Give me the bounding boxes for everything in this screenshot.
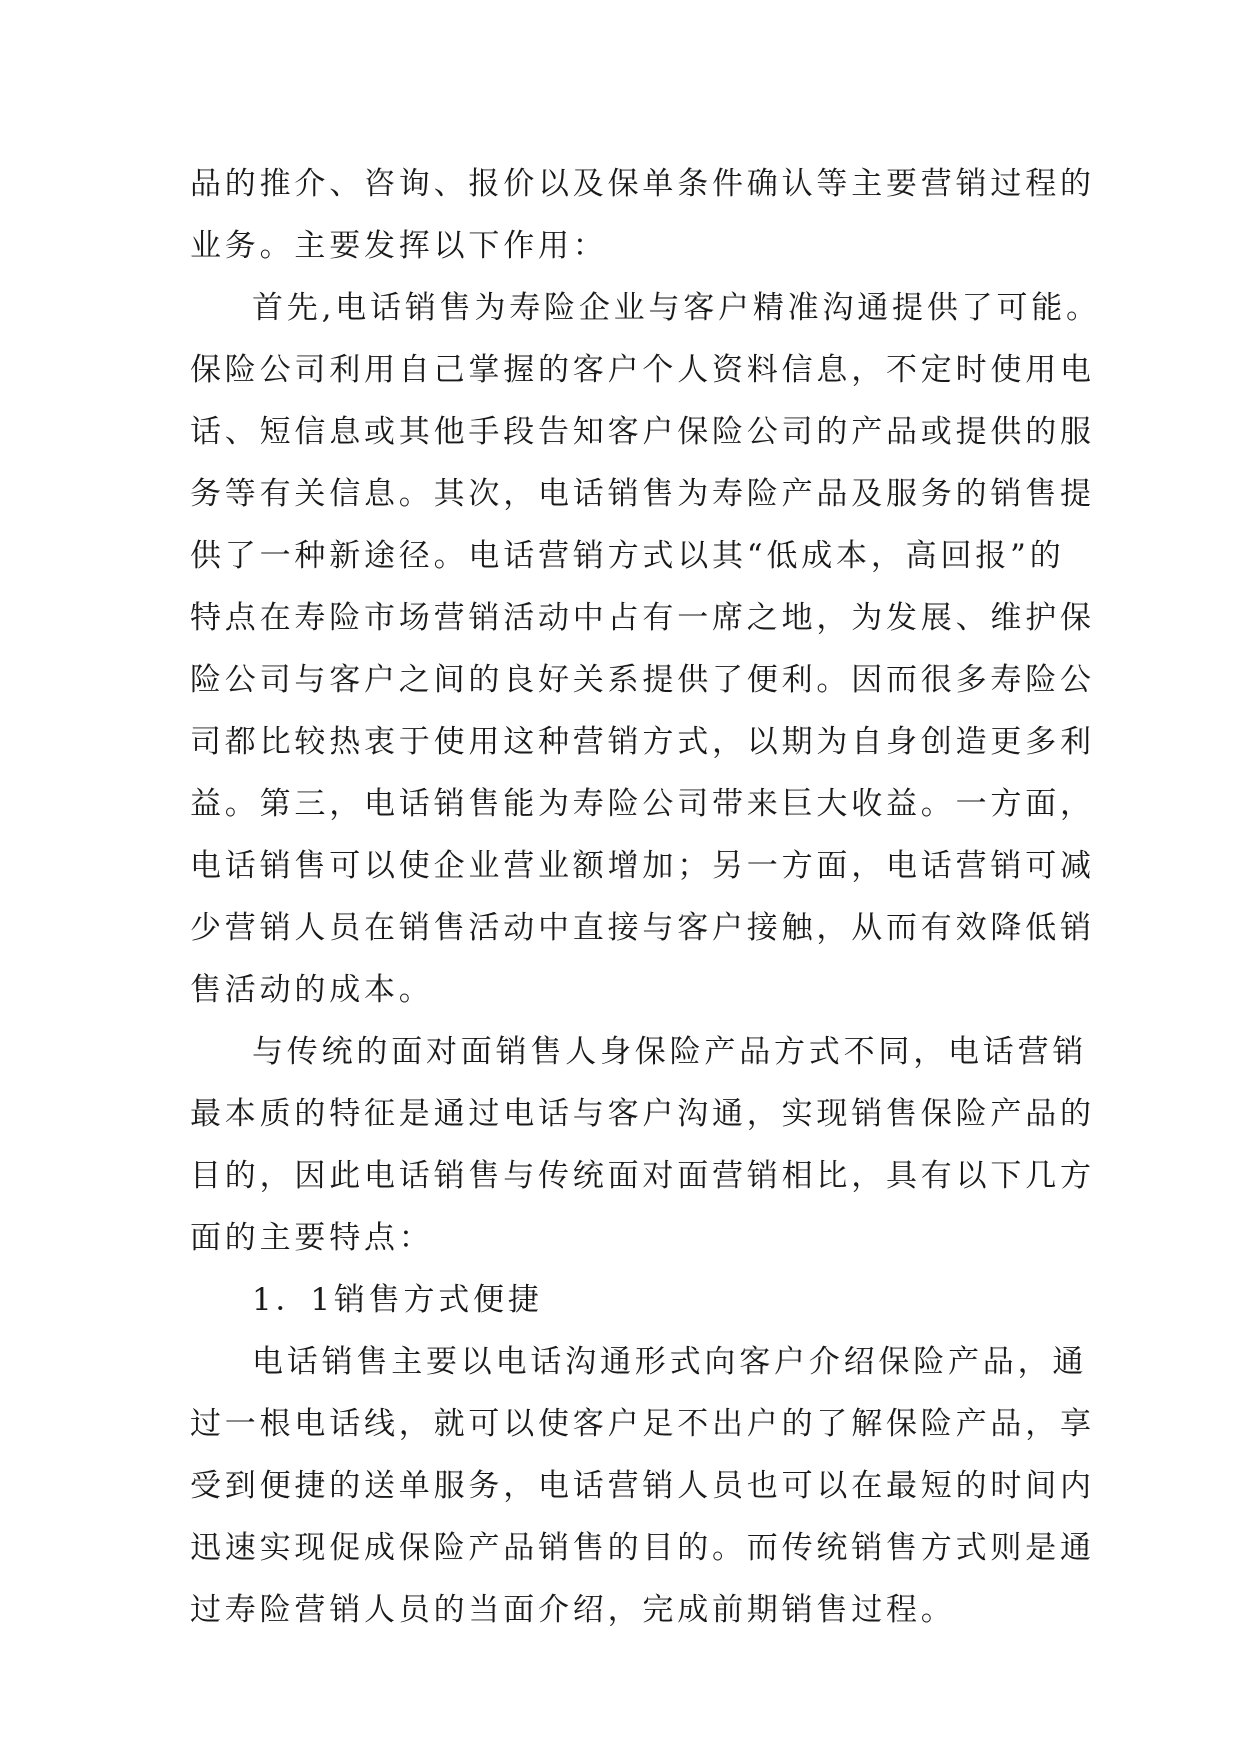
text-line: 受到便捷的送单服务，电话营销人员也可以在最短的时间内 [190, 1468, 1095, 1504]
text-line: 迅速实现促成保险产品销售的目的。而传统销售方式则是通 [190, 1530, 1095, 1566]
text-line: 过一根电话线，就可以使客户足不出户的了解保险产品，享 [190, 1406, 1095, 1442]
text-line: 益。第三，电话销售能为寿险公司带来巨大收益。一方面， [190, 786, 1095, 822]
paragraph-first-line: 与传统的面对面销售人身保险产品方式不同，电话营销 [252, 1034, 1088, 1070]
text-line: 最本质的特征是通过电话与客户沟通，实现销售保险产品的 [190, 1096, 1095, 1132]
text-line: 品的推介、咨询、报价以及保单条件确认等主要营销过程的 [190, 166, 1095, 202]
text-line: 供了一种新途径。电话营销方式以其“低成本，高回报”的 [190, 538, 1065, 574]
text-line: 司都比较热衷于使用这种营销方式，以期为自身创造更多利 [190, 724, 1095, 760]
paragraph-first-line: 电话销售主要以电话沟通形式向客户介绍保险产品，通 [252, 1344, 1088, 1380]
text-line: 务等有关信息。其次，电话销售为寿险产品及服务的销售提 [190, 476, 1095, 512]
text-line: 面的主要特点： [190, 1220, 434, 1256]
text-line: 过寿险营销人员的当面介绍，完成前期销售过程。 [190, 1592, 956, 1628]
section-heading: 1．1销售方式便捷 [252, 1282, 543, 1318]
text-line: 少营销人员在销售活动中直接与客户接触，从而有效降低销 [190, 910, 1095, 946]
text-line: 话、短信息或其他手段告知客户保险公司的产品或提供的服 [190, 414, 1095, 450]
text-line: 目的，因此电话销售与传统面对面营销相比，具有以下几方 [190, 1158, 1095, 1194]
text-line: 售活动的成本。 [190, 972, 434, 1008]
text-line: 险公司与客户之间的良好关系提供了便利。因而很多寿险公 [190, 662, 1095, 698]
text-line: 特点在寿险市场营销活动中占有一席之地，为发展、维护保 [190, 600, 1095, 636]
paragraph-first-line: 首先,电话销售为寿险企业与客户精准沟通提供了可能。 [252, 290, 1101, 326]
text-line: 业务。主要发挥以下作用： [190, 228, 608, 264]
text-line: 电话销售可以使企业营业额增加；另一方面，电话营销可减 [190, 848, 1095, 884]
text-line: 保险公司利用自己掌握的客户个人资料信息，不定时使用电 [190, 352, 1095, 388]
